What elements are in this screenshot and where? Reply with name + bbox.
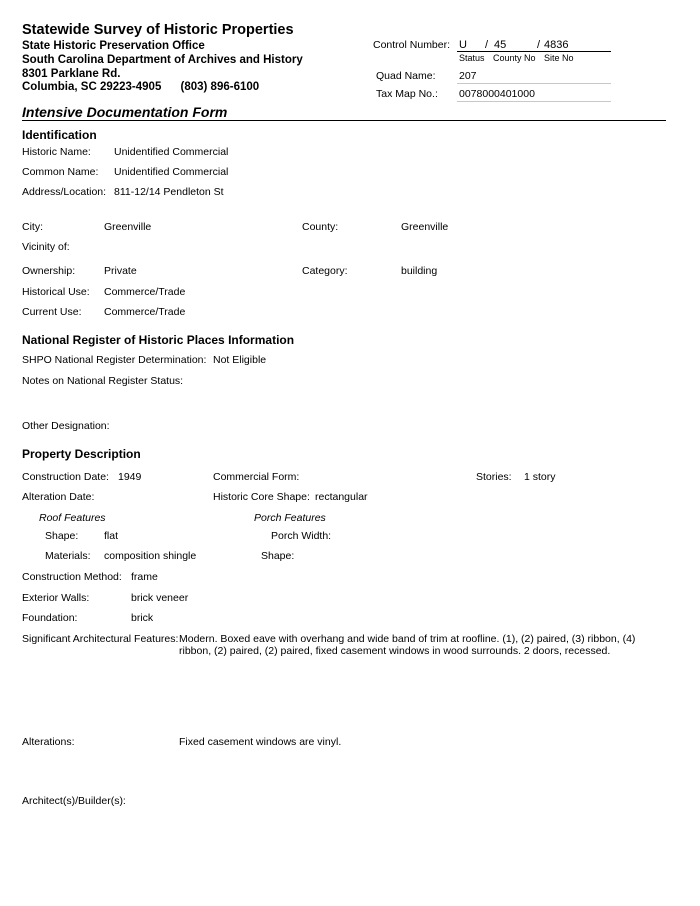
stories-value: 1 story (524, 471, 556, 483)
city-label: City: (22, 221, 43, 233)
roof-features-heading: Roof Features (39, 512, 106, 524)
foundation-label: Foundation: (22, 612, 78, 624)
office-line-3: 8301 Parklane Rd. (22, 68, 121, 80)
quad-name-value: 207 (459, 70, 477, 82)
historic-name-value: Unidentified Commercial (114, 146, 229, 158)
other-designation-label: Other Designation: (22, 420, 110, 432)
control-site-no: 4836 (544, 39, 569, 51)
caption-site-no: Site No (544, 53, 574, 63)
current-use-label: Current Use: (22, 306, 82, 318)
county-value: Greenville (401, 221, 449, 233)
quad-name-rule (457, 83, 611, 84)
control-number-rule (457, 51, 611, 52)
form-title-rule (22, 120, 666, 121)
control-sep-2: / (537, 39, 541, 51)
porch-width-label: Porch Width: (271, 530, 332, 542)
significant-features-line-1: Modern. Boxed eave with overhang and wide band of trim at roofline. (1), (2) paired, (3) ribbon, (4) (179, 633, 636, 645)
commercial-form-label: Commercial Form: (213, 471, 300, 483)
core-shape-label: Historic Core Shape: (213, 491, 310, 503)
control-sep-1: / (485, 39, 489, 51)
category-label: Category: (302, 265, 348, 277)
historical-use-value: Commerce/Trade (104, 286, 186, 298)
construction-method-value: frame (131, 571, 158, 583)
construction-date-value: 1949 (118, 471, 142, 483)
alterations-label: Alterations: (22, 736, 75, 748)
foundation-value: brick (131, 612, 154, 624)
ownership-value: Private (104, 265, 137, 277)
county-label: County: (302, 221, 339, 233)
significant-features-line-2: ribbon, (2) paired, (2) paired, fixed casement windows in wood surrounds. 2 doors, recessed. (179, 645, 611, 657)
exterior-walls-value: brick veneer (131, 592, 189, 604)
alterations-value: Fixed casement windows are vinyl. (179, 736, 342, 748)
city-value: Greenville (104, 221, 152, 233)
tax-map-rule (457, 101, 611, 102)
core-shape-value: rectangular (315, 491, 368, 503)
national-register-heading: National Register of Historic Places Information (22, 333, 295, 347)
caption-county-no: County No (493, 53, 536, 63)
nr-determination-label: SHPO National Register Determination: (22, 354, 207, 366)
significant-features-label: Significant Architectural Features: (22, 633, 179, 645)
stories-label: Stories: (476, 471, 512, 483)
ownership-label: Ownership: (22, 265, 76, 277)
control-number-label: Control Number: (373, 39, 451, 51)
porch-shape-label: Shape: (261, 550, 295, 562)
construction-method-label: Construction Method: (22, 571, 122, 583)
historical-use-label: Historical Use: (22, 286, 90, 298)
common-name-value: Unidentified Commercial (114, 166, 229, 178)
nr-notes-label: Notes on National Register Status: (22, 375, 184, 387)
roof-materials-label: Materials: (45, 550, 91, 562)
porch-features-heading: Porch Features (254, 512, 326, 524)
form-title: Intensive Documentation Form (22, 104, 228, 120)
office-line-2: South Carolina Department of Archives and History (22, 54, 303, 66)
exterior-walls-label: Exterior Walls: (22, 592, 90, 604)
category-value: building (401, 265, 438, 277)
roof-materials-value: composition shingle (104, 550, 197, 562)
current-use-value: Commerce/Trade (104, 306, 186, 318)
office-line-4: Columbia, SC 29223-4905 (803) 896-6100 (22, 81, 260, 93)
property-description-heading: Property Description (22, 447, 141, 461)
nr-determination-value: Not Eligible (213, 354, 267, 366)
caption-status: Status (459, 53, 485, 63)
control-county-no: 45 (494, 39, 507, 51)
construction-date-label: Construction Date: (22, 471, 109, 483)
address-label: Address/Location: (22, 186, 107, 198)
tax-map-label: Tax Map No.: (376, 88, 438, 100)
roof-shape-value: flat (104, 530, 119, 542)
historic-name-label: Historic Name: (22, 146, 91, 158)
survey-title: Statewide Survey of Historic Properties (22, 22, 294, 38)
vicinity-label: Vicinity of: (22, 241, 70, 253)
identification-heading: Identification (22, 128, 97, 142)
roof-shape-label: Shape: (45, 530, 79, 542)
quad-name-label: Quad Name: (376, 70, 436, 82)
alteration-date-label: Alteration Date: (22, 491, 95, 503)
control-status: U (459, 39, 467, 51)
tax-map-value: 0078000401000 (459, 88, 535, 100)
address-value: 811-12/14 Pendleton St (114, 186, 224, 198)
architect-label: Architect(s)/Builder(s): (22, 795, 126, 807)
office-line-1: State Historic Preservation Office (22, 40, 205, 52)
common-name-label: Common Name: (22, 166, 99, 178)
